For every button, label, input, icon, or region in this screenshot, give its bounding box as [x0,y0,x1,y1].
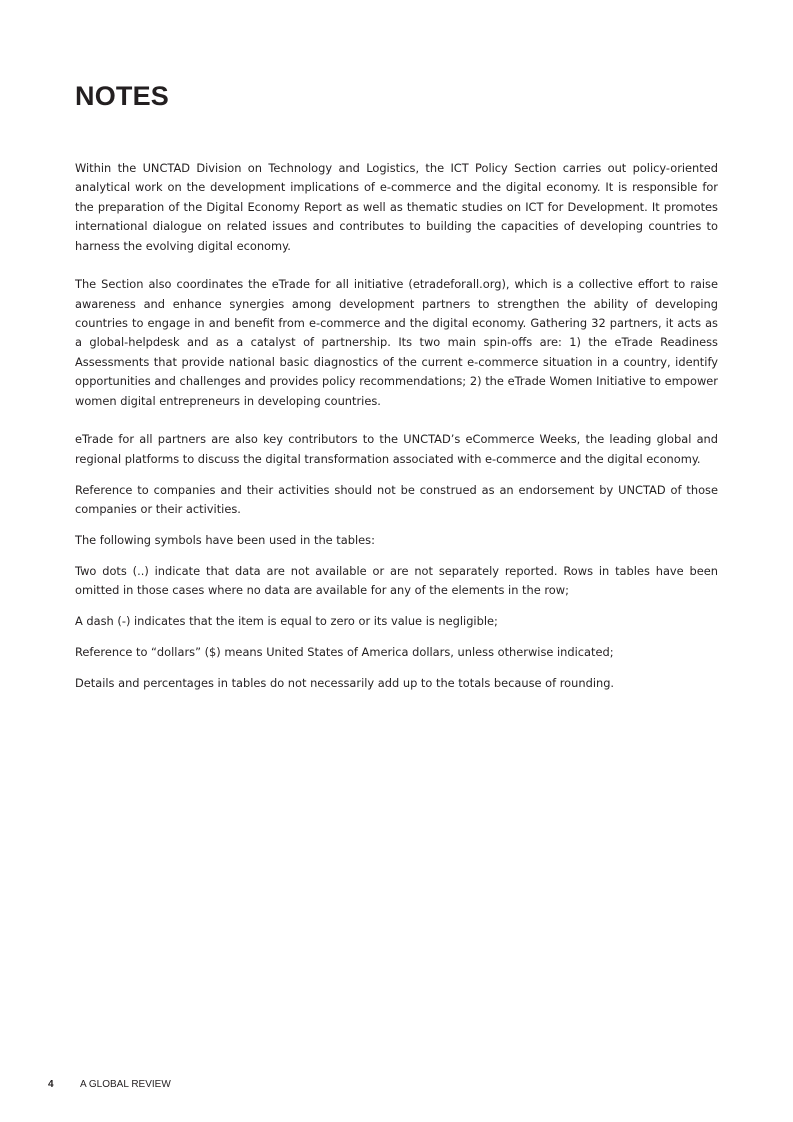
paragraph-ecommerce-weeks: eTrade for all partners are also key contributors to the UNCTAD’s eCommerce Weeks, the leading global and regional platforms to discuss the digital transformation associated with e-commerce and the digital economy. [75,432,718,466]
paragraph-symbols-intro: The following symbols have been used in the tables: [75,532,375,547]
page-number: 4 [48,1079,54,1090]
body-text [75,159,718,693]
paragraph-etrade-for-all: The Section also coordinates the eTrade for all initiative (etradeforall.org), which is a collective effort to raise awareness and enhance synergies among development partners to strengthen the ability of developing countries to engage in and benefit from e-commerce and the digital economy. Gathering 32 partners, it acts as a global-helpdesk and as a catalyst of partnership. Its two main spin-offs are: 1) the eTrade Readiness Assessments that provide national basic diagnostics of the current e-commerce situation in a country, identify opportunities and challenges and provides policy recommendations; 2) the eTrade Women Initiative to empower women digital entrepreneurs in developing countries. [75,277,718,408]
paragraph-rounding: Details and percentages in tables do not necessarily add up to the totals because of rounding. [75,675,615,690]
paragraph-two-dots: Two dots (..) indicate that data are not available or are not separately reported. Rows in tables have been omitted in those cases where no data are available for any of the elements in the row; [75,563,718,598]
page-title: NOTES [75,81,170,111]
page-footer [48,1078,171,1092]
paragraph-unctad-ict-section: Within the UNCTAD Division on Technology and Logistics, the ICT Policy Section carries out policy-oriented analytical work on the development implications of e-commerce and the digital economy. It is responsible for the preparation of the Digital Economy Report as well as thematic studies on ICT for Development. It promotes international dialogue on related issues and contributes to building the capacities of developing countries to harness the evolving digital economy. [75,161,718,253]
running-title: A GLOBAL REVIEW [80,1079,171,1090]
paragraph-dash: A dash (-) indicates that the item is equal to zero or its value is negligible; [75,614,498,629]
paragraph-dollars: Reference to “dollars” ($) means United States of America dollars, unless otherwise indicated; [75,645,614,659]
paragraph-endorsement-disclaimer: Reference to companies and their activities should not be construed as an endorsement by UNCTAD of those companies or their activities. [75,482,718,516]
